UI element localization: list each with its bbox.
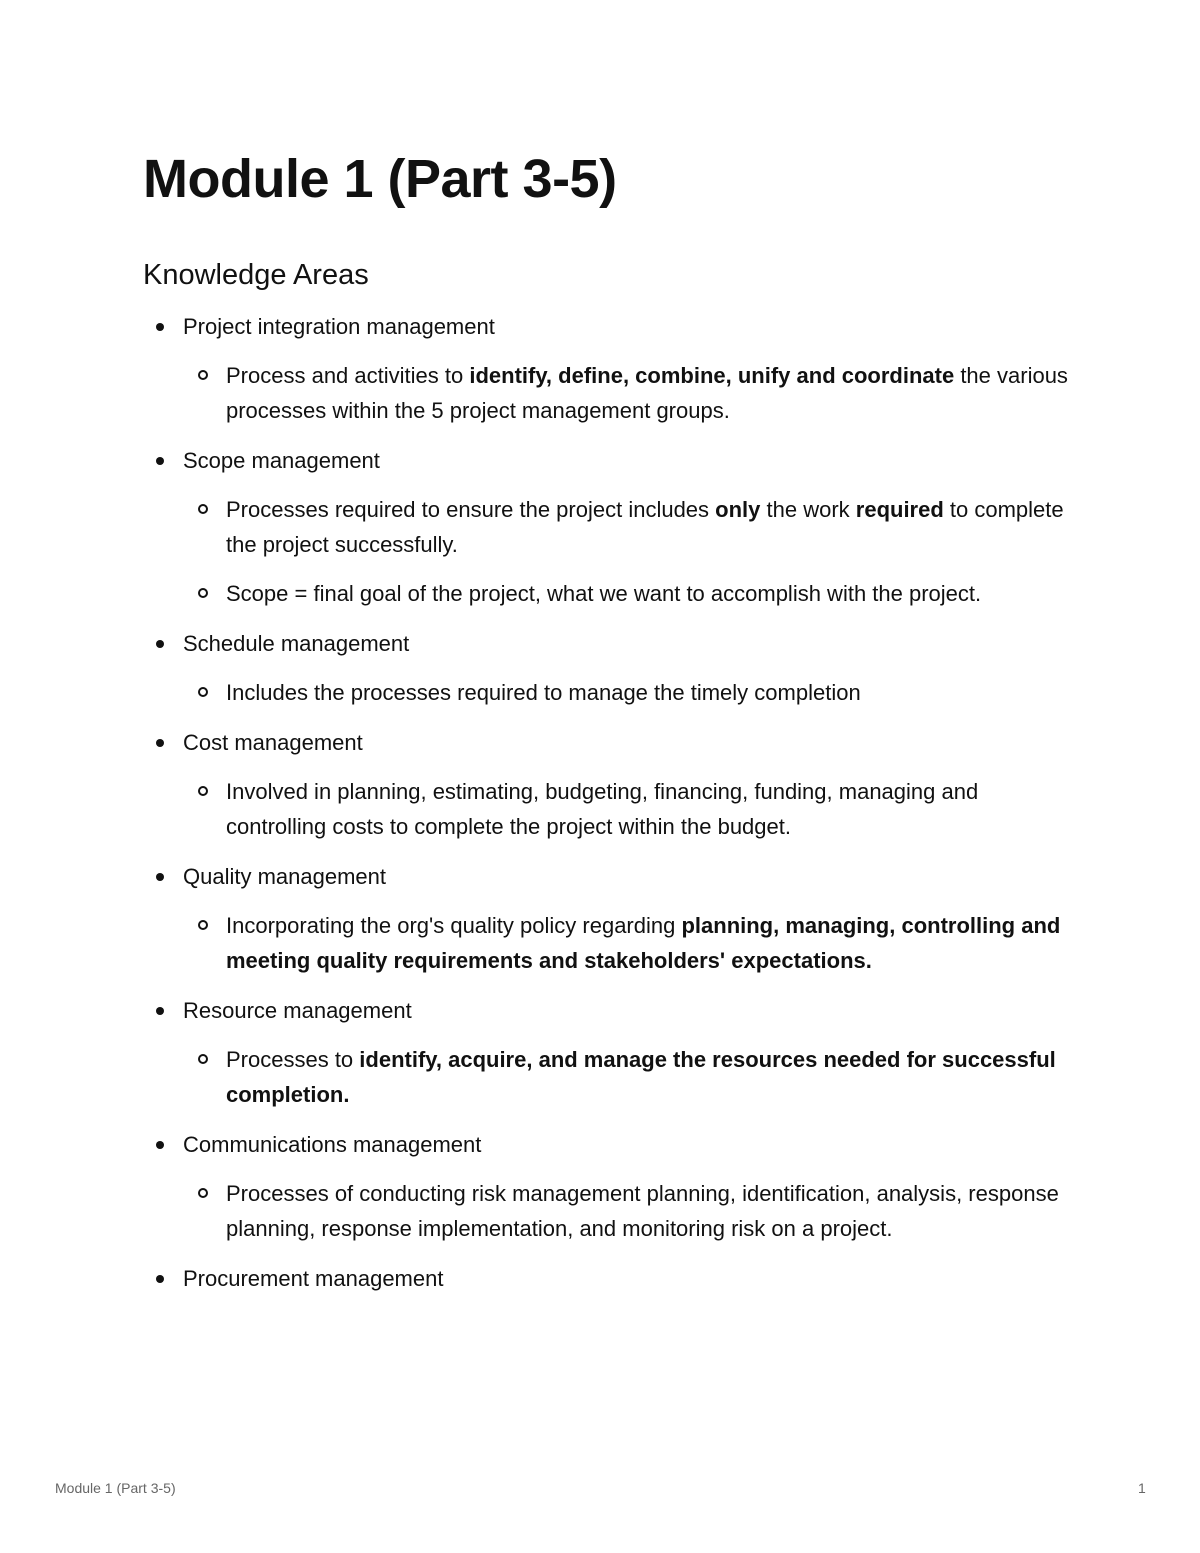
footer-title: Module 1 (Part 3-5) bbox=[55, 1480, 176, 1496]
sub-list bbox=[183, 492, 1083, 611]
hollow-bullet-icon bbox=[198, 786, 208, 796]
hollow-bullet-icon bbox=[198, 370, 208, 380]
list-item-label: Quality management bbox=[183, 864, 386, 889]
sub-list-item bbox=[226, 358, 1083, 428]
list-item-label: Procurement management bbox=[183, 1266, 444, 1291]
hollow-bullet-icon bbox=[198, 687, 208, 697]
hollow-bullet-icon bbox=[198, 1054, 208, 1064]
sub-list-item bbox=[226, 675, 1083, 710]
sub-list bbox=[183, 774, 1083, 844]
text-run: Includes the processes required to manage the timely completion bbox=[226, 680, 861, 705]
sub-list-item bbox=[226, 1042, 1083, 1112]
bold-text: identify, define, combine, unify and coordinate bbox=[469, 363, 955, 388]
text-run: Processes of conducting risk management planning, identification, analysis, response planning, response implementation, and monitoring risk on a project. bbox=[226, 1181, 1059, 1241]
sub-list bbox=[183, 358, 1083, 428]
list-item bbox=[183, 1261, 1083, 1296]
bold-text: required bbox=[855, 497, 944, 522]
sub-list-item bbox=[226, 1176, 1083, 1246]
bullet-icon bbox=[156, 873, 164, 881]
sub-list bbox=[183, 1042, 1083, 1112]
bullet-icon bbox=[156, 640, 164, 648]
sub-list bbox=[183, 1176, 1083, 1246]
text-run: the work bbox=[760, 497, 856, 522]
section-heading: Knowledge Areas bbox=[143, 259, 369, 291]
text-run: Incorporating the org's quality policy regarding bbox=[226, 913, 682, 938]
text-run: Process and activities to bbox=[226, 363, 470, 388]
bullet-icon bbox=[156, 1141, 164, 1149]
text-run: Involved in planning, estimating, budgeting, financing, funding, managing and controlling costs to complete the project within the budget. bbox=[226, 779, 979, 839]
bullet-icon bbox=[156, 323, 164, 331]
text-run: Scope = final goal of the project, what we want to accomplish with the project. bbox=[226, 581, 982, 606]
knowledge-areas-list bbox=[183, 309, 1083, 1311]
list-item-label: Cost management bbox=[183, 730, 363, 755]
hollow-bullet-icon bbox=[198, 920, 208, 930]
list-item-label: Resource management bbox=[183, 998, 412, 1023]
list-item bbox=[183, 309, 1083, 428]
sub-list-item bbox=[226, 908, 1083, 978]
list-item-label: Communications management bbox=[183, 1132, 482, 1157]
list-item bbox=[183, 443, 1083, 611]
sub-list-item bbox=[226, 576, 1083, 611]
list-item bbox=[183, 626, 1083, 710]
bullet-icon bbox=[156, 1007, 164, 1015]
sub-list bbox=[183, 908, 1083, 978]
list-item-label: Project integration management bbox=[183, 314, 495, 339]
list-item bbox=[183, 725, 1083, 844]
bold-text: identify, acquire, and manage the resources needed for successful completion. bbox=[226, 1047, 1056, 1107]
hollow-bullet-icon bbox=[198, 1188, 208, 1198]
text-run: Processes to bbox=[226, 1047, 360, 1072]
page-title: Module 1 (Part 3-5) bbox=[143, 149, 617, 209]
bullet-icon bbox=[156, 1275, 164, 1283]
bullet-icon bbox=[156, 739, 164, 747]
text-run: the various processes within the 5 project management groups. bbox=[226, 363, 1068, 423]
hollow-bullet-icon bbox=[198, 588, 208, 598]
bullet-icon bbox=[156, 457, 164, 465]
bold-text: planning, managing, controlling and meeting quality requirements and stakeholders' expectations. bbox=[226, 913, 1061, 973]
page-number: 1 bbox=[1138, 1480, 1146, 1496]
list-item-label: Scope management bbox=[183, 448, 380, 473]
list-item bbox=[183, 859, 1083, 978]
sub-list-item bbox=[226, 492, 1083, 562]
sub-list-item bbox=[226, 774, 1083, 844]
list-item bbox=[183, 1127, 1083, 1246]
bold-text: only bbox=[715, 497, 761, 522]
text-run: Processes required to ensure the project includes bbox=[226, 497, 716, 522]
text-run: to complete the project successfully. bbox=[226, 497, 1064, 557]
list-item-label: Schedule management bbox=[183, 631, 410, 656]
sub-list bbox=[183, 675, 1083, 710]
list-item bbox=[183, 993, 1083, 1112]
hollow-bullet-icon bbox=[198, 504, 208, 514]
